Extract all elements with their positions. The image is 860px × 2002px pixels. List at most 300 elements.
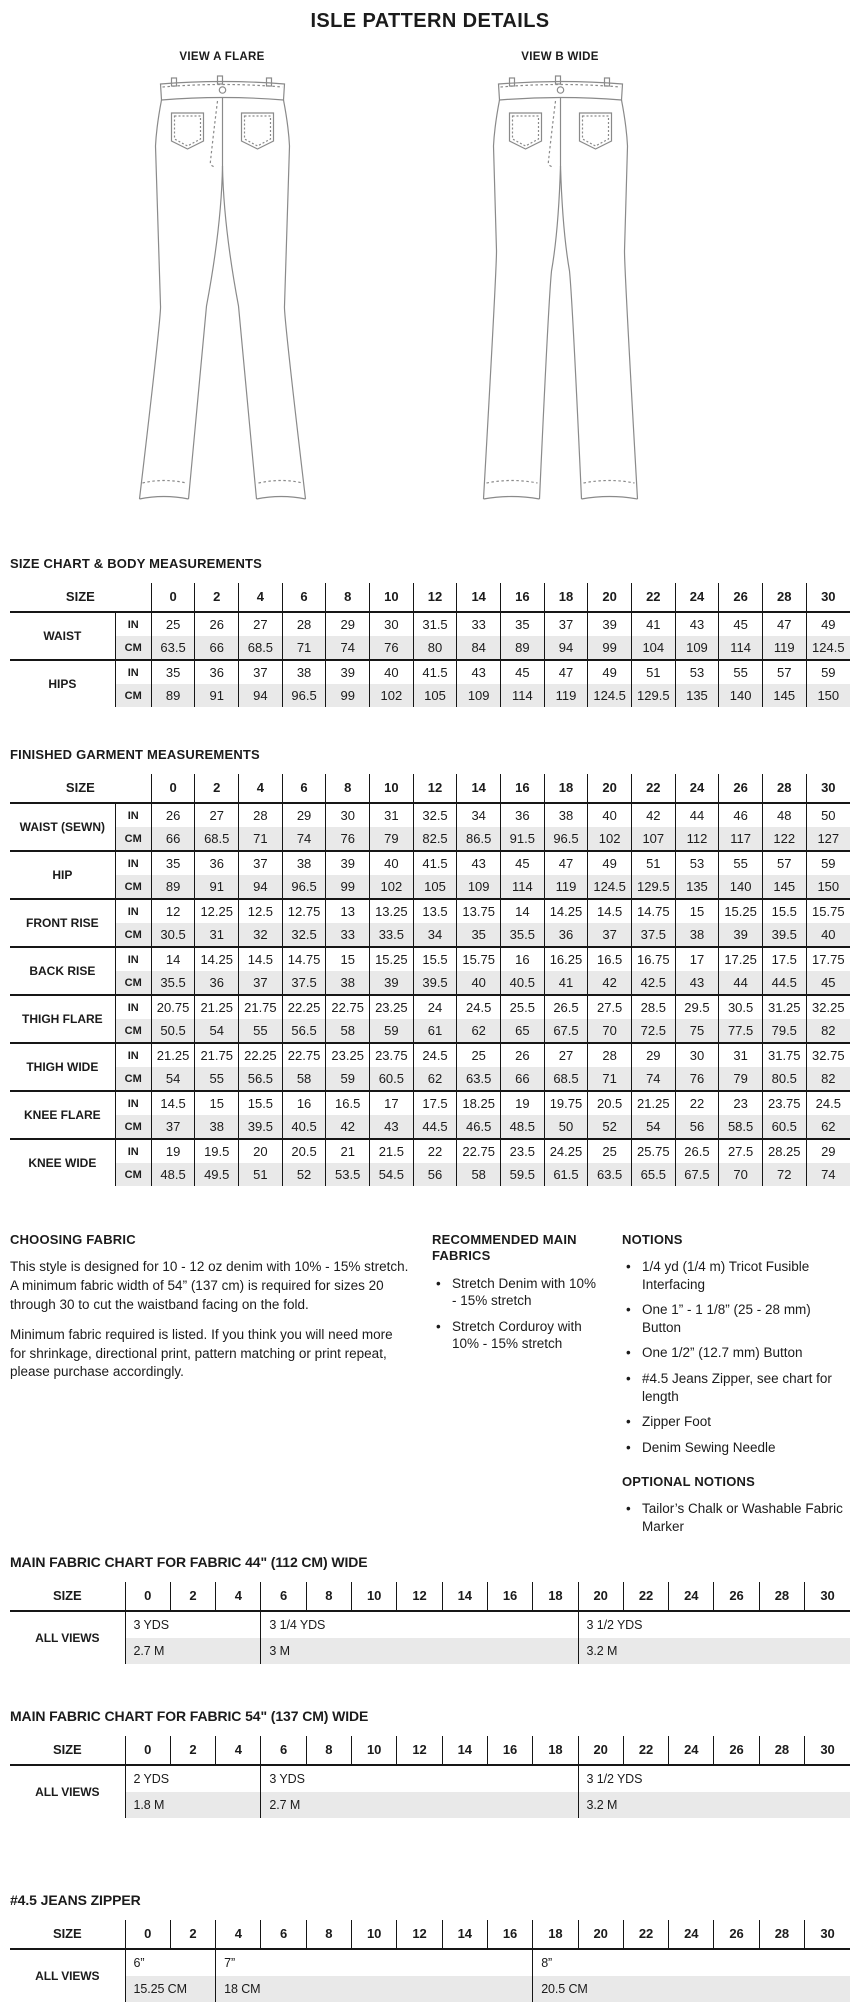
value-cell: 15.75 (806, 899, 850, 923)
hem-stitch (583, 481, 634, 484)
value-cell: 34 (413, 923, 457, 947)
value-cell: 102 (370, 684, 414, 707)
size-header: 24 (669, 1736, 714, 1765)
value-cell: 74 (282, 827, 326, 851)
value-cell: 54 (151, 1067, 195, 1091)
unit-label: IN (115, 947, 151, 971)
yardage-cell: 3 YDS (261, 1765, 578, 1792)
value-cell: 29 (806, 1139, 850, 1163)
technical-drawings (10, 51, 850, 516)
size-header: 18 (544, 774, 588, 803)
value-cell: 28.25 (762, 1139, 806, 1163)
value-cell: 66 (501, 1067, 545, 1091)
metric-cell: 15.25 CM (125, 1976, 216, 2002)
left-outseam (483, 100, 499, 499)
fly-stitch (548, 101, 555, 167)
size-header: 28 (759, 1582, 804, 1611)
right-outseam (621, 100, 637, 499)
value-cell: 29 (282, 803, 326, 827)
value-cell: 74 (326, 636, 370, 660)
header-row (10, 774, 850, 803)
value-cell: 48.5 (151, 1163, 195, 1186)
value-cell: 12.75 (282, 899, 326, 923)
value-cell: 15 (326, 947, 370, 971)
table-header (10, 1582, 850, 1611)
size-header: 26 (714, 1736, 759, 1765)
value-cell: 25 (457, 1043, 501, 1067)
value-cell: 65 (501, 1019, 545, 1043)
cm-row (10, 1115, 850, 1139)
value-cell: 38 (326, 971, 370, 995)
value-cell: 22.75 (282, 1043, 326, 1067)
inch-row (10, 612, 850, 636)
size-header-label: SIZE (10, 1920, 125, 1949)
value-cell: 22 (675, 1091, 719, 1115)
value-cell: 63.5 (457, 1067, 501, 1091)
size-header: 6 (282, 583, 326, 612)
value-cell: 29 (631, 1043, 675, 1067)
value-cell: 89 (151, 875, 195, 899)
value-cell: 117 (719, 827, 763, 851)
value-cell: 76 (326, 827, 370, 851)
size-header: 2 (170, 1736, 215, 1765)
value-cell: 74 (631, 1067, 675, 1091)
table-header (10, 583, 850, 612)
right-outseam (283, 100, 305, 499)
value-cell: 91.5 (501, 827, 545, 851)
size-header: 30 (804, 1582, 850, 1611)
inch-row (10, 899, 850, 923)
value-cell: 62 (457, 1019, 501, 1043)
value-cell: 76 (370, 636, 414, 660)
size-header-label: SIZE (10, 1736, 125, 1765)
value-cell: 33.5 (370, 923, 414, 947)
row-label: KNEE FLARE (10, 1091, 115, 1139)
belt-loop-icon (171, 78, 176, 86)
value-cell: 65.5 (631, 1163, 675, 1186)
value-cell: 24.5 (457, 995, 501, 1019)
table-body (10, 1949, 850, 2002)
value-cell: 30.5 (151, 923, 195, 947)
fly-stitch (210, 101, 217, 167)
left-outseam (139, 100, 161, 499)
size-header: 20 (588, 583, 632, 612)
value-cell: 37.5 (282, 971, 326, 995)
value-cell: 86.5 (457, 827, 501, 851)
value-cell: 36 (195, 660, 239, 684)
patch-pocket (241, 113, 273, 149)
row-label: FRONT RISE (10, 899, 115, 947)
value-cell: 22.75 (457, 1139, 501, 1163)
value-cell: 72 (762, 1163, 806, 1186)
cm-row (10, 636, 850, 660)
value-cell: 124.5 (806, 636, 850, 660)
cm-row (10, 923, 850, 947)
value-cell: 63.5 (588, 1163, 632, 1186)
value-cell: 50.5 (151, 1019, 195, 1043)
fabric-chart-44-table (10, 1582, 850, 1664)
value-cell: 55 (719, 660, 763, 684)
size-header: 30 (806, 774, 850, 803)
value-cell: 56.5 (239, 1067, 283, 1091)
value-cell: 43 (675, 971, 719, 995)
page-title: ISLE PATTERN DETAILS (310, 10, 550, 32)
size-header: 12 (397, 1582, 442, 1611)
bullet-text: Zipper Foot (642, 1414, 712, 1430)
value-cell: 29 (326, 612, 370, 636)
header-row (10, 583, 850, 612)
size-header: 12 (413, 774, 457, 803)
fabric-chart-44-heading: MAIN FABRIC CHART FOR FABRIC 44" (112 CM) WIDE (10, 1553, 368, 1570)
value-cell: 54 (631, 1115, 675, 1139)
bullet-icon: • (626, 1345, 631, 1361)
bullet-icon: • (436, 1275, 441, 1291)
value-cell: 41.5 (413, 660, 457, 684)
value-cell: 27 (239, 612, 283, 636)
size-header: 28 (762, 774, 806, 803)
value-cell: 67.5 (675, 1163, 719, 1186)
table-body (10, 1611, 850, 1664)
yardage-cell: 7” (216, 1949, 533, 1976)
value-cell: 45 (719, 612, 763, 636)
size-header: 0 (151, 774, 195, 803)
value-cell: 59 (370, 1019, 414, 1043)
value-cell: 79.5 (762, 1019, 806, 1043)
view-a-label: VIEW A FLARE (179, 51, 265, 63)
value-cell: 58 (282, 1067, 326, 1091)
value-cell: 13.75 (457, 899, 501, 923)
size-header: 0 (125, 1736, 170, 1765)
value-cell: 41.5 (413, 851, 457, 875)
cm-row (10, 1163, 850, 1186)
value-cell: 82 (806, 1067, 850, 1091)
yardage-cell: 2 YDS (125, 1765, 261, 1792)
size-header: 12 (397, 1736, 442, 1765)
value-cell: 63.5 (151, 636, 195, 660)
value-cell: 109 (457, 684, 501, 707)
value-cell: 127 (806, 827, 850, 851)
value-cell: 21.25 (151, 1043, 195, 1067)
value-cell: 16.5 (588, 947, 632, 971)
value-cell: 13.25 (370, 899, 414, 923)
value-cell: 50 (544, 1115, 588, 1139)
metric-cell: 3.2 M (578, 1638, 850, 1664)
bullet-item (622, 1439, 850, 1457)
view-a-flare-drawing (115, 71, 330, 511)
size-header: 18 (533, 1736, 578, 1765)
value-cell: 28 (282, 612, 326, 636)
value-cell: 39 (326, 660, 370, 684)
value-cell: 60.5 (762, 1115, 806, 1139)
value-cell: 21.75 (195, 1043, 239, 1067)
value-cell: 25.5 (501, 995, 545, 1019)
value-cell: 75 (675, 1019, 719, 1043)
unit-label: CM (115, 1019, 151, 1043)
value-cell: 114 (501, 875, 545, 899)
size-header: 8 (306, 1736, 351, 1765)
value-cell: 105 (413, 875, 457, 899)
value-cell: 56 (413, 1163, 457, 1186)
value-cell: 40.5 (282, 1115, 326, 1139)
value-cell: 37 (239, 660, 283, 684)
inch-row (10, 803, 850, 827)
value-cell: 24.5 (806, 1091, 850, 1115)
value-cell: 129.5 (631, 875, 675, 899)
header-row (10, 1582, 850, 1611)
value-cell: 25 (588, 1139, 632, 1163)
value-cell: 46 (719, 803, 763, 827)
size-header: 22 (623, 1736, 668, 1765)
value-cell: 14.25 (195, 947, 239, 971)
value-cell: 70 (588, 1019, 632, 1043)
size-header: 24 (675, 583, 719, 612)
size-header: 4 (239, 583, 283, 612)
size-header: 30 (804, 1920, 850, 1949)
value-cell: 12.25 (195, 899, 239, 923)
size-header: 10 (370, 583, 414, 612)
value-cell: 71 (239, 827, 283, 851)
bullet-text: 1/4 yd (1/4 m) Tricot Fusible Interfacing (642, 1259, 810, 1292)
value-cell: 40 (370, 660, 414, 684)
unit-label: IN (115, 899, 151, 923)
value-cell: 124.5 (588, 875, 632, 899)
metric-row (10, 1638, 850, 1664)
size-header: 14 (442, 1920, 487, 1949)
value-cell: 43 (370, 1115, 414, 1139)
value-cell: 99 (326, 875, 370, 899)
value-cell: 53 (675, 851, 719, 875)
value-cell: 14.75 (631, 899, 675, 923)
value-cell: 14.5 (239, 947, 283, 971)
value-cell: 20.5 (282, 1139, 326, 1163)
yardage-cell: 3 1/4 YDS (261, 1611, 578, 1638)
size-header: 2 (170, 1920, 215, 1949)
choosing-fabric-heading: CHOOSING FABRIC (10, 1232, 136, 1247)
value-cell: 24.25 (544, 1139, 588, 1163)
value-cell: 47 (544, 851, 588, 875)
value-cell: 30.5 (719, 995, 763, 1019)
value-cell: 36 (195, 851, 239, 875)
value-cell: 33 (457, 612, 501, 636)
value-cell: 119 (544, 875, 588, 899)
size-header: 22 (631, 774, 675, 803)
size-header-label: SIZE (10, 774, 151, 803)
value-cell: 42 (631, 803, 675, 827)
value-cell: 20 (239, 1139, 283, 1163)
value-cell: 48 (762, 803, 806, 827)
value-cell: 22.25 (282, 995, 326, 1019)
value-cell: 44.5 (762, 971, 806, 995)
value-cell: 58.5 (719, 1115, 763, 1139)
cm-row (10, 875, 850, 899)
value-cell: 58 (457, 1163, 501, 1186)
belt-loop-icon (217, 76, 222, 84)
value-cell: 56.5 (282, 1019, 326, 1043)
value-cell: 94 (239, 684, 283, 707)
value-cell: 17 (370, 1091, 414, 1115)
value-cell: 30 (675, 1043, 719, 1067)
row-label: BACK RISE (10, 947, 115, 995)
size-header: 20 (578, 1736, 623, 1765)
value-cell: 122 (762, 827, 806, 851)
size-header: 30 (804, 1736, 850, 1765)
value-cell: 41 (544, 971, 588, 995)
size-header: 6 (261, 1736, 306, 1765)
value-cell: 38 (195, 1115, 239, 1139)
value-cell: 37.5 (631, 923, 675, 947)
value-cell: 46.5 (457, 1115, 501, 1139)
value-cell: 145 (762, 684, 806, 707)
value-cell: 13 (326, 899, 370, 923)
value-cell: 35.5 (501, 923, 545, 947)
zipper-chart-table (10, 1920, 850, 2002)
value-cell: 89 (151, 684, 195, 707)
value-cell: 43 (457, 851, 501, 875)
value-cell: 96.5 (544, 827, 588, 851)
bullet-icon: • (626, 1439, 631, 1455)
value-cell: 22 (413, 1139, 457, 1163)
value-cell: 17.5 (762, 947, 806, 971)
value-cell: 44 (719, 971, 763, 995)
value-cell: 21.75 (239, 995, 283, 1019)
inch-row (10, 1043, 850, 1067)
unit-label: IN (115, 851, 151, 875)
value-cell: 39.5 (239, 1115, 283, 1139)
bullet-item (622, 1258, 850, 1293)
value-cell: 16.5 (326, 1091, 370, 1115)
size-header: 18 (544, 583, 588, 612)
inch-row (10, 947, 850, 971)
size-header: 24 (669, 1582, 714, 1611)
size-header: 8 (306, 1582, 351, 1611)
value-cell: 38 (282, 851, 326, 875)
metric-cell: 2.7 M (261, 1792, 578, 1818)
value-cell: 55 (239, 1019, 283, 1043)
bullet-text: Stretch Corduroy with 10% - 15% stretch (452, 1318, 582, 1352)
value-cell: 40 (806, 923, 850, 947)
value-cell: 15.25 (719, 899, 763, 923)
value-cell: 45 (501, 660, 545, 684)
value-cell: 54 (195, 1019, 239, 1043)
value-cell: 23.75 (762, 1091, 806, 1115)
cm-row (10, 1019, 850, 1043)
value-cell: 102 (370, 875, 414, 899)
size-header: 2 (195, 583, 239, 612)
value-cell: 23.5 (501, 1139, 545, 1163)
value-cell: 32.75 (806, 1043, 850, 1067)
notions-list (622, 1258, 850, 1456)
value-cell: 57 (762, 660, 806, 684)
cm-row (10, 1067, 850, 1091)
value-cell: 82 (806, 1019, 850, 1043)
value-cell: 129.5 (631, 684, 675, 707)
value-cell: 49 (588, 660, 632, 684)
value-cell: 79 (370, 827, 414, 851)
value-cell: 140 (719, 875, 763, 899)
value-cell: 31 (719, 1043, 763, 1067)
value-cell: 109 (457, 875, 501, 899)
value-cell: 15 (195, 1091, 239, 1115)
size-header: 18 (533, 1920, 578, 1949)
value-cell: 14 (151, 947, 195, 971)
size-header: 20 (578, 1920, 623, 1949)
hem-stitch (142, 481, 186, 484)
size-header: 16 (487, 1920, 532, 1949)
hem-stitch (486, 481, 537, 484)
unit-label: CM (115, 1115, 151, 1139)
cm-row (10, 684, 850, 707)
value-cell: 28 (239, 803, 283, 827)
header-row (10, 1736, 850, 1765)
size-header: 30 (806, 583, 850, 612)
value-cell: 47 (544, 660, 588, 684)
size-header: 4 (216, 1736, 261, 1765)
value-cell: 71 (282, 636, 326, 660)
row-label: ALL VIEWS (35, 1784, 100, 1799)
value-cell: 16.75 (631, 947, 675, 971)
size-header: 16 (487, 1736, 532, 1765)
view-b-block (410, 51, 710, 516)
bullet-text: Denim Sewing Needle (642, 1439, 776, 1455)
value-cell: 58 (326, 1019, 370, 1043)
bullet-icon: • (626, 1370, 631, 1386)
value-cell: 36 (195, 971, 239, 995)
optional-notions-heading: OPTIONAL NOTIONS (622, 1474, 755, 1490)
value-cell: 49 (588, 851, 632, 875)
value-cell: 24.5 (413, 1043, 457, 1067)
value-cell: 26 (195, 612, 239, 636)
bullet-text: Stretch Denim with 10% - 15% stretch (452, 1275, 597, 1309)
fabric-chart-54-heading: MAIN FABRIC CHART FOR FABRIC 54" (137 CM) WIDE (10, 1707, 369, 1724)
size-header: 6 (261, 1920, 306, 1949)
value-cell: 33 (326, 923, 370, 947)
value-cell: 39 (719, 923, 763, 947)
size-header: 28 (759, 1736, 804, 1765)
unit-label: CM (115, 684, 151, 707)
size-header: 16 (501, 583, 545, 612)
bullet-text: One 1” - 1 1/8” (25 - 28 mm) Button (642, 1302, 811, 1335)
size-header: 24 (675, 774, 719, 803)
value-cell: 16 (501, 947, 545, 971)
value-cell: 15.5 (413, 947, 457, 971)
value-cell: 35 (151, 851, 195, 875)
value-cell: 40 (457, 971, 501, 995)
size-header: 12 (413, 583, 457, 612)
row-label: ALL VIEWS (35, 1630, 100, 1645)
value-cell: 91 (195, 684, 239, 707)
unit-label: CM (115, 923, 151, 947)
patch-pocket (509, 113, 541, 149)
button-icon (557, 87, 563, 93)
size-header-label: SIZE (10, 583, 151, 612)
value-cell: 55 (719, 851, 763, 875)
value-cell: 21.5 (370, 1139, 414, 1163)
value-cell: 44 (675, 803, 719, 827)
value-cell: 30 (370, 612, 414, 636)
value-cell: 25 (151, 612, 195, 636)
value-cell: 99 (326, 684, 370, 707)
value-cell: 59 (326, 1067, 370, 1091)
value-cell: 23 (719, 1091, 763, 1115)
metric-cell: 1.8 M (125, 1792, 261, 1818)
row-label: HIP (10, 851, 115, 899)
bullet-item (432, 1318, 600, 1353)
value-cell: 44.5 (413, 1115, 457, 1139)
value-cell: 59 (806, 851, 850, 875)
button-icon (219, 87, 225, 93)
size-chart-table (10, 583, 850, 707)
value-cell: 35 (457, 923, 501, 947)
